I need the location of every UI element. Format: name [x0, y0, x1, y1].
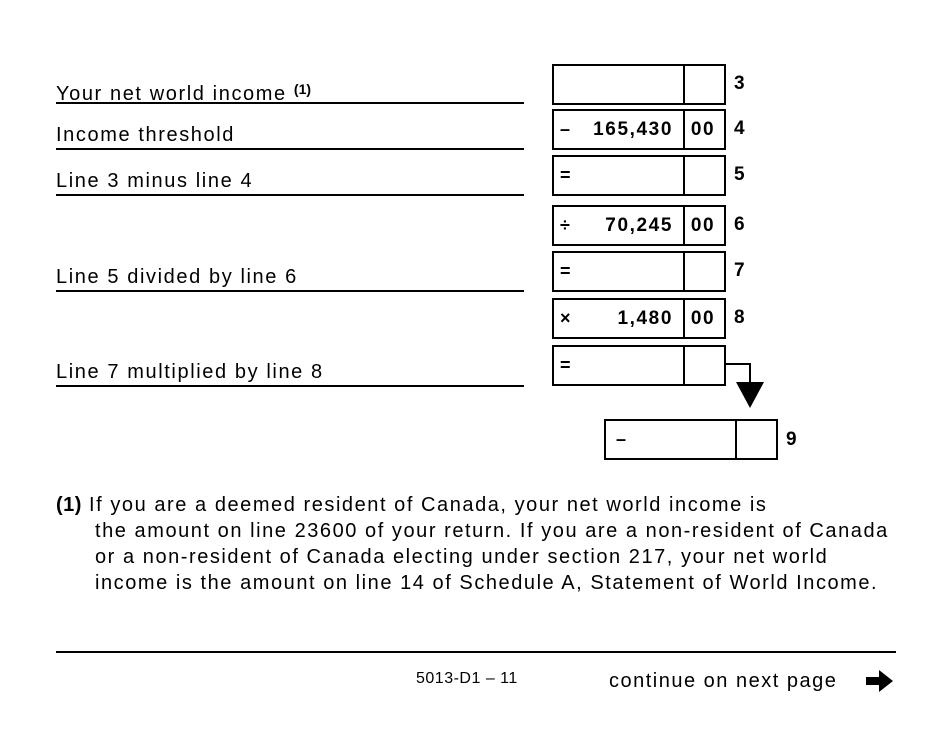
down-arrow-icon	[724, 360, 768, 412]
line-8-field	[552, 298, 726, 339]
line-number-3: 3	[734, 73, 745, 94]
line-number-4: 4	[734, 118, 745, 139]
line-9-label: Line 7 multiplied by line 8	[56, 361, 524, 387]
line-5-label: Line 3 minus line 4	[56, 170, 524, 196]
minus-sign: –	[560, 119, 571, 139]
line-number-7: 7	[734, 260, 745, 281]
multiplier-cents: 00	[690, 308, 716, 329]
footnote-continuation: the amount on line 23600 of your return. If you are a non-resident of Canada or a non-resident of Canada electing under section 217, your net world income is the amount on line 14 of Schedule A, Statement of World Income.	[95, 520, 889, 594]
line-number-5: 5	[734, 164, 745, 185]
minus-sign: –	[616, 429, 627, 449]
footnote	[56, 492, 906, 596]
line-number-6: 6	[734, 214, 745, 235]
footnote-marker: (1)	[56, 494, 82, 516]
footer-divider	[56, 651, 896, 653]
divide-sign: ÷	[560, 215, 570, 235]
line-3-field[interactable]	[552, 64, 726, 105]
multiplier-amount: 1,480	[617, 308, 673, 329]
divisor-cents: 00	[690, 215, 716, 236]
line-number-8: 8	[734, 307, 745, 328]
line-5-field[interactable]	[552, 155, 726, 196]
line-number-9: 9	[786, 429, 797, 450]
continue-text: continue on next page	[609, 670, 838, 692]
divisor-amount: 70,245	[605, 215, 673, 236]
threshold-cents: 00	[690, 119, 716, 140]
line-7-label: Line 5 divided by line 6	[56, 266, 524, 292]
equals-sign: =	[560, 261, 571, 281]
right-arrow-icon	[866, 668, 894, 694]
line-9-field[interactable]	[604, 419, 778, 460]
line-7-field[interactable]	[552, 251, 726, 292]
line-4-label: Income threshold	[56, 124, 524, 150]
equals-sign: =	[560, 355, 571, 375]
footnote-ref: (1)	[293, 81, 312, 97]
line-3-label: Your net world income $^{(1)}$	[56, 78, 524, 104]
equals-sign: =	[560, 165, 571, 185]
threshold-amount: 165,430	[593, 119, 673, 140]
product-field[interactable]	[552, 345, 726, 386]
line-4-field	[552, 109, 726, 150]
footnote-first-line: If you are a deemed resident of Canada, your net world income is	[81, 494, 768, 516]
form-page-id: 5013-D1 – 11	[416, 670, 518, 687]
multiply-sign: ×	[560, 308, 571, 328]
line-6-field	[552, 205, 726, 246]
